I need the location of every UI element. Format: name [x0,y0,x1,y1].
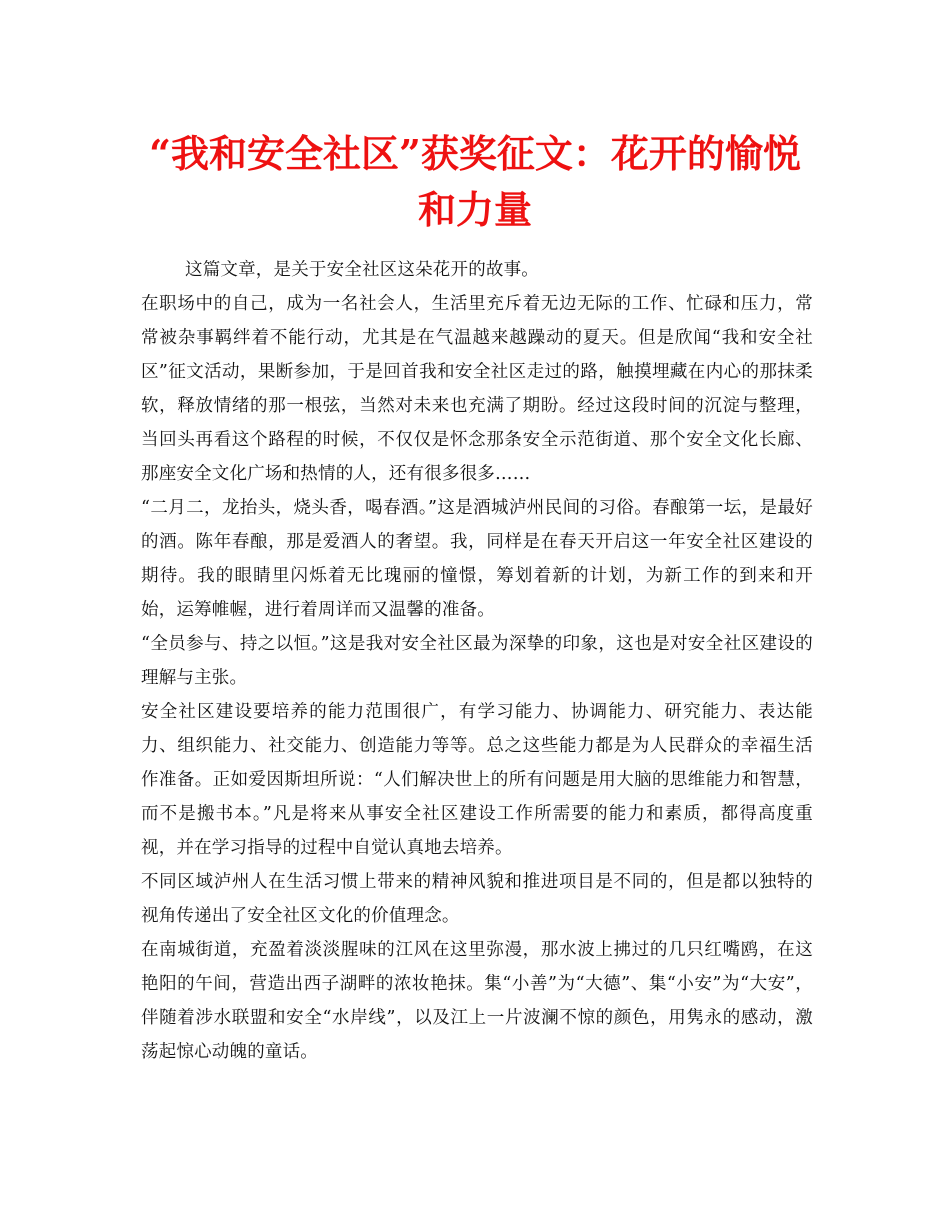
paragraph-workplace: 在职场中的自己，成为一名社会人，生活里充斥着无边无际的工作、忙碌和压力，常常被杂事羁绊着不能行动，尤其是在气温越来越躁动的夏天。但是欣闻“我和安全社区”征文活动，果断参加，于是回首我和安全社区走过的路，触摸埋藏在内心的那抹柔软，释放情绪的那一根弦，当然对未来也充满了期盼。经过这段时间的沉淀与整理，当回头再看这个路程的时候，不仅仅是怀念那条安全示范街道、那个安全文化长廊、那座安全文化广场和热情的人，还有很多很多…… [141,294,813,484]
document-title: “我和安全社区”获奖征文：花开的愉悦和力量 [149,131,801,232]
paragraph-regions: 不同区域泸州人在生活习惯上带来的精神风貌和推进项目是不同的，但是都以独特的视角传递出了安全社区文化的价值理念。 [141,872,813,926]
paragraph-spring-custom: “二月二，龙抬头，烧头香，喝春酒。”这是酒城泸州民间的习俗。春酿第一坛，是最好的酒。陈年春酿，那是爱酒人的奢望。我，同样是在春天开启这一年安全社区建设的期待。我的眼睛里闪烁着无比瑰丽的憧憬，筹划着新的计划，为新工作的到来和开始，运筹帷幄，进行着周详而又温馨的准备。 [141,498,813,620]
paragraph-intro: 这篇文章，是关于安全社区这朵花开的故事。 [185,260,539,280]
document-body [141,253,813,1069]
paragraph-nancheng: 在南城街道，充盈着淡淡腥味的江风在这里弥漫，那水波上拂过的几只红嘴鸥，在这艳阳的午间，营造出西子湖畔的浓妆艳抹。集“小善”为“大德”、集“小安”为“大安”，伴随着涉水联盟和安全“水岸线”，以及江上一片波澜不惊的颜色，用隽永的感动，激荡起惊心动魄的童话。 [141,940,813,1062]
paragraph-abilities: 安全社区建设要培养的能力范围很广，有学习能力、协调能力、研究能力、表达能力、组织能力、社交能力、创造能力等等。总之这些能力都是为人民群众的幸福生活作准备。正如爱因斯坦所说：“人们解决世上的所有问题是用大脑的思维能力和智慧，而不是搬书本。”凡是将来从事安全社区建设工作所需要的能力和素质，都得高度重视，并在学习指导的过程中自觉认真地去培养。 [141,702,813,858]
paragraph-participation: “全员参与、持之以恒。”这是我对安全社区最为深挚的印象，这也是对安全社区建设的理解与主张。 [141,634,813,688]
